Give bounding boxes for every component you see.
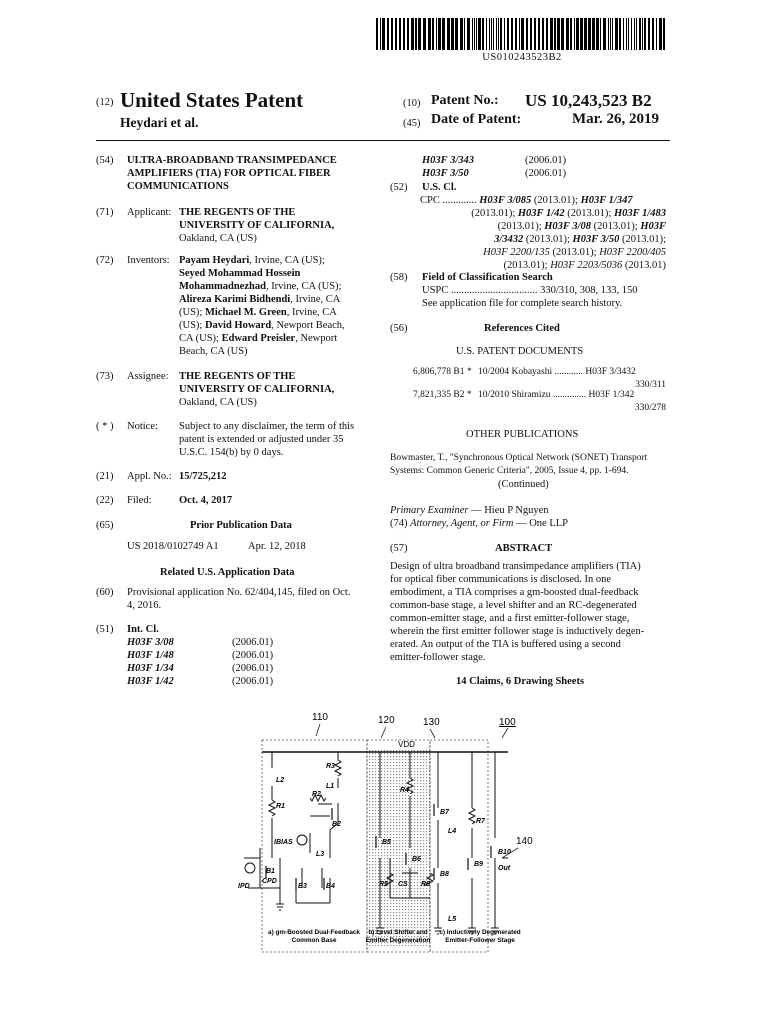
barcode-bar bbox=[474, 18, 475, 50]
inventor-line-3: Mohammadnezhad, Irvine, CA (US); bbox=[179, 281, 342, 292]
appl-label: Appl. No.: bbox=[127, 471, 172, 482]
barcode-bar bbox=[482, 18, 484, 50]
applicant-label: Applicant: bbox=[127, 207, 172, 218]
barcode-bar bbox=[588, 18, 591, 50]
barcode-bar bbox=[391, 18, 393, 50]
intcl-ver-4: (2006.01) bbox=[232, 676, 274, 687]
notice-code: ( * ) bbox=[96, 421, 114, 432]
barcode-bar bbox=[507, 18, 509, 50]
intcl-ver-3: (2006.01) bbox=[232, 663, 274, 674]
provisional-line-1: Provisional application No. 62/404,145, filed on Oct. bbox=[127, 587, 351, 598]
barcode-bar bbox=[407, 18, 409, 50]
intcl-cont-ver-1: (2006.01) bbox=[525, 155, 567, 166]
examiner-label: Primary Examiner bbox=[390, 505, 469, 516]
barcode-bar bbox=[376, 18, 378, 50]
label-r4: R4 bbox=[400, 787, 409, 794]
attorney-code: (74) bbox=[390, 518, 408, 529]
barcode-bar bbox=[566, 18, 569, 50]
intcl-code-2: H03F 1/48 bbox=[127, 650, 174, 661]
intcl-ver-1: (2006.01) bbox=[232, 637, 274, 648]
barcode-bar bbox=[530, 18, 532, 50]
ref-130: 130 bbox=[423, 717, 440, 728]
caption-a-line-1: a) gm-Boosted Dual-Feedback bbox=[268, 929, 360, 936]
notice-line-3: U.S.C. 154(b) by 0 days. bbox=[179, 447, 284, 458]
barcode-bar bbox=[521, 18, 524, 50]
applicant-name: THE REGENTS OF THE UNIVERSITY OF CALIFORNIA, bbox=[179, 207, 335, 231]
intcl-cont-code-2: H03F 3/50 bbox=[422, 168, 469, 179]
other-pubs-heading: OTHER PUBLICATIONS bbox=[466, 429, 579, 440]
barcode-bar bbox=[663, 18, 665, 50]
barcode-bar bbox=[515, 18, 517, 50]
label-b4: B4 bbox=[326, 883, 335, 890]
barcode-bar bbox=[486, 18, 487, 50]
barcode-bar bbox=[534, 18, 536, 50]
barcode-bar bbox=[538, 18, 540, 50]
ref-2-no: 7,821,335 bbox=[413, 390, 451, 400]
barcode-bar bbox=[550, 18, 553, 50]
barcode-bar bbox=[570, 18, 572, 50]
label-b9: B9 bbox=[474, 861, 483, 868]
code-10: (10) bbox=[403, 98, 421, 109]
photodiode-source bbox=[245, 863, 255, 873]
examiner-name: — Hieu P Nguyen bbox=[471, 505, 549, 516]
assignee-label: Assignee: bbox=[127, 371, 169, 382]
barcode-bar bbox=[442, 18, 445, 50]
barcode-number: US010243523B2 bbox=[482, 52, 562, 63]
barcode-bar bbox=[610, 18, 611, 50]
assignee-code: (73) bbox=[96, 371, 114, 382]
inventor-line-6: (US); David Howard, Newport Beach, bbox=[179, 320, 345, 331]
barcode-bar bbox=[631, 18, 632, 50]
inventors-list bbox=[179, 254, 369, 358]
abstract-line-2: for optical fiber communications is disclosed. In one bbox=[390, 574, 612, 585]
inventor-line-5: (US); Michael M. Green, Irvine, CA bbox=[179, 307, 337, 318]
notice-label: Notice: bbox=[127, 421, 158, 432]
label-r3: R3 bbox=[326, 763, 335, 770]
caption-b-line-2: Emitter Degeneration bbox=[365, 937, 431, 944]
label-out: Out bbox=[498, 865, 511, 872]
cpc-line-6: (2013.01); H03F 2203/5036 (2013.01) bbox=[503, 260, 666, 271]
cpc-line-2: (2013.01); H03F 1/42 (2013.01); H03F 1/483 bbox=[471, 208, 666, 219]
barcode-bar bbox=[500, 18, 502, 50]
barcode-bar bbox=[644, 18, 646, 50]
barcode-bar bbox=[652, 18, 654, 50]
barcode bbox=[376, 18, 668, 50]
barcode-bar bbox=[634, 18, 635, 50]
date-label: Date of Patent: bbox=[431, 112, 522, 127]
assignee-location: Oakland, CA (US) bbox=[179, 397, 257, 408]
barcode-bar bbox=[382, 18, 385, 50]
barcode-bar bbox=[380, 18, 381, 50]
ref-2-name: Shiramizu bbox=[511, 390, 551, 400]
ref-1-class: H03F 3/3432 bbox=[585, 367, 636, 377]
caption-c-line-1: c) Inductively Degenerated bbox=[439, 929, 521, 936]
barcode-bar bbox=[403, 18, 405, 50]
barcode-bar bbox=[656, 18, 657, 50]
attorney-label: Attorney, Agent, or Firm bbox=[410, 518, 514, 529]
see-line: See application file for complete search history. bbox=[422, 298, 623, 309]
barcode-bar bbox=[612, 18, 613, 50]
ibias-source bbox=[297, 835, 307, 845]
inventor-line-4: Alireza Karimi Bidhendi, Irvine, CA bbox=[179, 294, 341, 305]
intcl-code-4: H03F 1/42 bbox=[127, 676, 174, 687]
barcode-bar bbox=[455, 18, 458, 50]
barcode-bar bbox=[626, 18, 627, 50]
us-docs-heading: U.S. PATENT DOCUMENTS bbox=[456, 346, 584, 357]
ref-2-date: 10/2010 bbox=[477, 390, 510, 400]
provisional-line-2: 4, 2016. bbox=[127, 600, 162, 611]
code-45: (45) bbox=[403, 118, 421, 129]
barcode-bar bbox=[511, 18, 513, 50]
barcode-bar bbox=[504, 18, 505, 50]
applicant-location: Oakland, CA (US) bbox=[179, 233, 257, 244]
title-code: (54) bbox=[96, 155, 114, 166]
ref-1-date: 10/2004 bbox=[477, 367, 510, 377]
barcode-bar bbox=[411, 18, 414, 50]
document-type: United States Patent bbox=[120, 88, 304, 112]
cpc-line-1: CPC ............. H03F 3/085 (2013.01); H03F 1/347 bbox=[420, 195, 633, 206]
uscl-label: U.S. Cl. bbox=[422, 182, 457, 193]
other-pub-line-2: Systems: Common Generic Criteria", 2005, Issue 4, pp. 1-694. bbox=[390, 466, 629, 476]
attorney-line bbox=[390, 517, 568, 530]
barcode-bar bbox=[423, 18, 426, 50]
barcode-bar bbox=[619, 18, 621, 50]
abstract-line-7: erated. An output of the TIA is buffered using a second bbox=[390, 639, 621, 650]
ref-1-no: 6,806,778 bbox=[413, 367, 451, 377]
barcode-bar bbox=[639, 18, 641, 50]
vdd-label: VDD bbox=[398, 740, 415, 749]
inventor-line: Heydari et al. bbox=[120, 115, 199, 130]
label-l4: L4 bbox=[448, 828, 457, 835]
barcode-bar bbox=[519, 18, 520, 50]
barcode-bar bbox=[636, 18, 637, 50]
claims-line: 14 Claims, 6 Drawing Sheets bbox=[456, 676, 585, 687]
intcl-code-1: H03F 3/08 bbox=[127, 637, 174, 648]
prior-date: Apr. 12, 2018 bbox=[248, 541, 306, 552]
assignee-name-2: UNIVERSITY OF CALIFORNIA, bbox=[179, 384, 335, 395]
barcode-bar bbox=[546, 18, 548, 50]
barcode-bar bbox=[576, 18, 579, 50]
intcl-code: (51) bbox=[96, 624, 114, 635]
cpc-line-4: 3/3432 (2013.01); H03F 3/50 (2013.01); bbox=[494, 234, 666, 245]
barcode-bar bbox=[498, 18, 499, 50]
label-l3: L3 bbox=[316, 851, 325, 858]
barcode-bar bbox=[415, 18, 417, 50]
inventors-code: (72) bbox=[96, 255, 114, 266]
barcode-bar bbox=[460, 18, 463, 50]
label-cs: CS bbox=[398, 881, 408, 888]
cpc-line-3: (2013.01); H03F 3/08 (2013.01); H03F bbox=[497, 221, 666, 232]
barcode-bar bbox=[493, 18, 494, 50]
inventor-line-8: Beach, CA (US) bbox=[179, 346, 248, 357]
patent-no-label: Patent No.: bbox=[431, 93, 499, 108]
barcode-bar bbox=[526, 18, 528, 50]
barcode-bar bbox=[561, 18, 564, 50]
ref-110: 110 bbox=[312, 712, 328, 723]
abstract-line-5: common-emitter stage, and a first emitter-follower stage, bbox=[390, 613, 630, 624]
intcl-label: Int. Cl. bbox=[127, 624, 159, 635]
ref-row-2: 7,821,335 B2 * 10/2010 Shiramizu .............. H03F 1/342 bbox=[413, 390, 635, 400]
barcode-bar bbox=[496, 18, 497, 50]
barcode-bar bbox=[574, 18, 575, 50]
barcode-bar bbox=[478, 18, 481, 50]
patent-number: US 10,243,523 B2 bbox=[525, 91, 652, 110]
barcode-bar bbox=[399, 18, 401, 50]
uscl-code: (52) bbox=[390, 182, 408, 193]
barcode-bar bbox=[395, 18, 397, 50]
label-r6: R6 bbox=[421, 881, 430, 888]
label-b7: B7 bbox=[440, 809, 449, 816]
barcode-bar bbox=[438, 18, 441, 50]
field-code: (58) bbox=[390, 272, 408, 283]
label-b8: B8 bbox=[440, 871, 449, 878]
section-c-frame bbox=[430, 740, 488, 952]
barcode-bar bbox=[628, 18, 629, 50]
barcode-bar bbox=[476, 18, 477, 50]
barcode-bar bbox=[642, 18, 643, 50]
inventor-line-1: Payam Heydari, Irvine, CA (US); bbox=[179, 255, 325, 266]
ref-2-kind: B2 * bbox=[453, 390, 472, 400]
label-l5: L5 bbox=[448, 916, 457, 923]
barcode-bar bbox=[596, 18, 599, 50]
patent-date: Mar. 26, 2019 bbox=[572, 111, 659, 127]
barcode-bar bbox=[491, 18, 492, 50]
intcl-cont-ver-2: (2006.01) bbox=[525, 168, 567, 179]
caption-c-line-2: Emitter-Follower Stage bbox=[445, 937, 515, 944]
label-b1: B1 bbox=[266, 868, 275, 875]
continued-note: (Continued) bbox=[498, 479, 549, 490]
prior-heading: Prior Publication Data bbox=[190, 520, 292, 531]
label-l2: L2 bbox=[276, 777, 285, 784]
prior-publication: US 2018/0102749 A1 bbox=[127, 541, 219, 552]
barcode-bar bbox=[648, 18, 650, 50]
circuit-figure bbox=[240, 708, 540, 973]
barcode-bar bbox=[428, 18, 431, 50]
other-pub-line-1: Bowmaster, T., "Synchronous Optical Network (SONET) Transport bbox=[390, 453, 648, 463]
barcode-bar bbox=[418, 18, 421, 50]
section-a-frame bbox=[262, 740, 367, 952]
abstract-text bbox=[390, 560, 666, 664]
label-r1: R1 bbox=[276, 803, 285, 810]
intcl-cont-code-1: H03F 3/343 bbox=[422, 155, 475, 166]
cpc-block bbox=[420, 194, 666, 272]
label-r2: R2 bbox=[312, 791, 321, 798]
barcode-bar bbox=[659, 18, 662, 50]
label-b5: B5 bbox=[382, 839, 391, 846]
barcode-bar bbox=[447, 18, 450, 50]
header-rule bbox=[96, 140, 670, 141]
label-b2: B2 bbox=[332, 821, 341, 828]
inventors-label: Inventors: bbox=[127, 255, 170, 266]
barcode-bar bbox=[436, 18, 437, 50]
label-r7: R7 bbox=[476, 818, 485, 825]
barcode-bar bbox=[592, 18, 595, 50]
abstract-code: (57) bbox=[390, 543, 408, 554]
ref-120: 120 bbox=[378, 715, 395, 726]
ref-2-uscl: 330/278 bbox=[634, 403, 666, 413]
inventor-line-2: Seyed Mohammad Hossein bbox=[179, 268, 301, 279]
intcl-code-3: H03F 1/34 bbox=[127, 663, 174, 674]
cpc-line-5: H03F 2200/135 (2013.01); H03F 2200/405 bbox=[483, 247, 666, 258]
barcode-bar bbox=[580, 18, 583, 50]
label-l1: L1 bbox=[326, 783, 335, 790]
related-heading: Related U.S. Application Data bbox=[160, 567, 295, 578]
ref-140: 140 bbox=[516, 836, 533, 847]
barcode-bar bbox=[542, 18, 544, 50]
field-label: Field of Classification Search bbox=[422, 272, 553, 283]
appl-code: (21) bbox=[96, 471, 114, 482]
ref-100: 100 bbox=[499, 717, 516, 728]
barcode-bar bbox=[600, 18, 601, 50]
abstract-line-4: common-base stage, a level shifter and an RC-degenerated bbox=[390, 600, 637, 611]
patent-title: ULTRA-BROADBAND TRANSIMPEDANCE AMPLIFIERS (TIA) FOR OPTICAL FIBER COMMUNICATIONS bbox=[127, 155, 337, 192]
ref-2-class: H03F 1/342 bbox=[588, 390, 635, 400]
intcl-ver-2: (2006.01) bbox=[232, 650, 274, 661]
barcode-bar bbox=[464, 18, 465, 50]
barcode-bar bbox=[608, 18, 609, 50]
caption-b-line-1: b) Level Shifter and bbox=[368, 929, 428, 936]
refs-heading: References Cited bbox=[484, 323, 560, 334]
label-ipd: IPD bbox=[238, 883, 250, 890]
barcode-bar bbox=[432, 18, 434, 50]
label-b10: B10 bbox=[498, 849, 511, 856]
barcode-bar bbox=[603, 18, 606, 50]
label-b3: B3 bbox=[298, 883, 307, 890]
appl-number: 15/725,212 bbox=[179, 471, 227, 482]
barcode-bar bbox=[554, 18, 556, 50]
examiner-line bbox=[390, 504, 549, 517]
abstract-line-8: emitter-follower stage. bbox=[390, 652, 486, 663]
label-ibias: IBIAS bbox=[274, 839, 293, 846]
barcode-bar bbox=[489, 18, 490, 50]
abstract-heading: ABSTRACT bbox=[495, 543, 553, 554]
abstract-line-1: Design of ultra broadband transimpedance amplifiers (TIA) bbox=[390, 561, 641, 572]
ref-1-uscl: 330/311 bbox=[635, 380, 666, 390]
notice-line-1: Subject to any disclaimer, the term of this bbox=[179, 421, 355, 432]
barcode-bar bbox=[387, 18, 389, 50]
barcode-bar bbox=[472, 18, 473, 50]
code-12: (12) bbox=[96, 97, 114, 108]
filed-code: (22) bbox=[96, 495, 114, 506]
ref-row-1: 6,806,778 B1 * 10/2004 Kobayashi ............ H03F 3/3432 bbox=[413, 367, 636, 377]
refs-code: (56) bbox=[390, 323, 408, 334]
label-r5: R5 bbox=[379, 881, 388, 888]
applicant-code: (71) bbox=[96, 207, 114, 218]
filed-label: Filed: bbox=[127, 495, 152, 506]
notice-line-2: patent is extended or adjusted under 35 bbox=[179, 434, 344, 445]
assignee-name-1: THE REGENTS OF THE bbox=[179, 371, 296, 382]
ref-1-name: Kobayashi bbox=[511, 367, 553, 377]
barcode-bar bbox=[451, 18, 454, 50]
label-b6: B6 bbox=[412, 856, 421, 863]
abstract-line-3: embodiment, a TIA comprises a gm-boosted dual-feedback bbox=[390, 587, 639, 598]
prior-code: (65) bbox=[96, 520, 114, 531]
attorney-name: — One LLP bbox=[516, 518, 569, 529]
barcode-bar bbox=[623, 18, 624, 50]
inventor-line-7: CA (US); Edward Preisler, Newport bbox=[179, 333, 338, 344]
barcode-bar bbox=[615, 18, 618, 50]
label-cpd: CPD bbox=[262, 878, 277, 885]
uspc-line: USPC ................................. 330/310, 308, 133, 150 bbox=[422, 285, 638, 296]
abstract-line-6: wherein the first emitter follower stage is inductively degen- bbox=[390, 626, 645, 637]
barcode-bar bbox=[584, 18, 587, 50]
notice-text bbox=[179, 420, 369, 459]
provisional-code: (60) bbox=[96, 587, 114, 598]
barcode-bar bbox=[467, 18, 470, 50]
caption-a-line-2: Common Base bbox=[291, 937, 337, 944]
barcode-bar bbox=[557, 18, 560, 50]
ref-1-kind: B1 * bbox=[453, 367, 472, 377]
filed-date: Oct. 4, 2017 bbox=[179, 495, 233, 506]
